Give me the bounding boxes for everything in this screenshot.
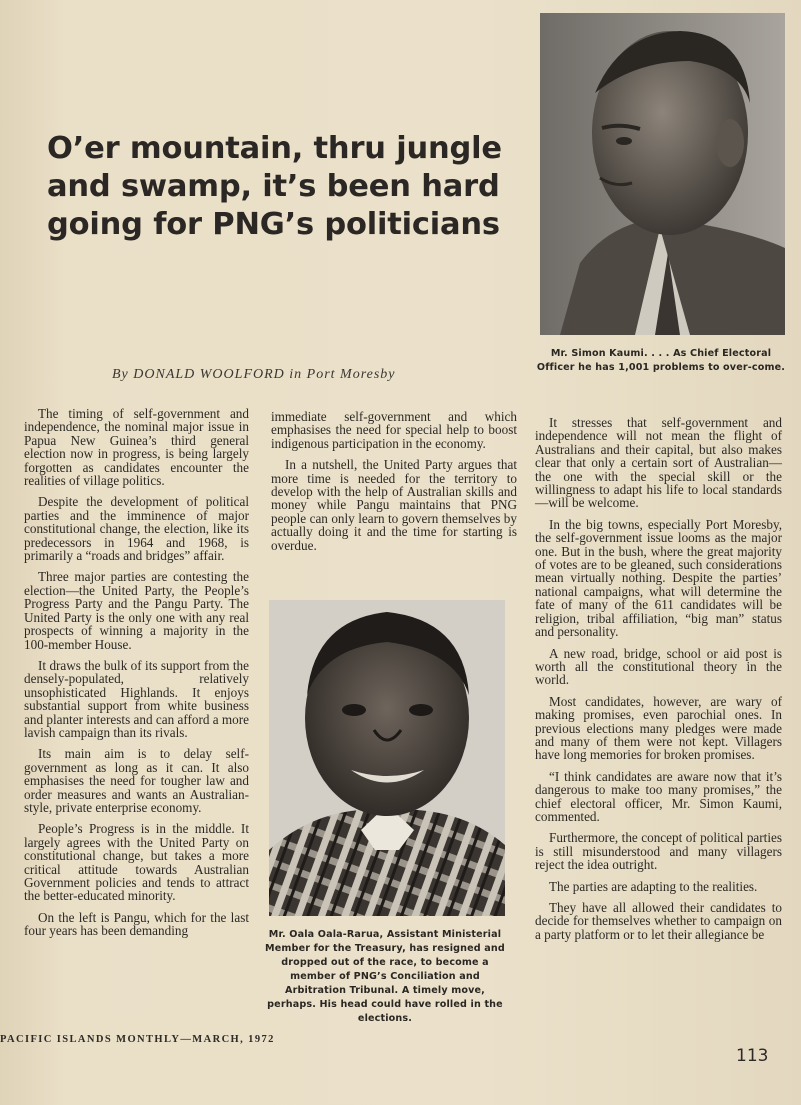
paragraph: The timing of self-government and independence, the nominal major issue in Papua New Guinea’s third general election now in progress, is being largely forgotten as candidates encounter the realities of village politics.	[24, 406, 249, 489]
paragraph: Despite the development of political parties and the imminence of major constitutional change, the election, like its predecessors in 1964 and 1968, is primarily a “roads and bridges” affair.	[24, 494, 249, 564]
caption-kaumi: Mr. Simon Kaumi. . . . As Chief Electoral Officer he has 1,001 problems to over-come.	[536, 348, 786, 373]
paragraph: In the big towns, especially Port Moresby, the self-government issue looms as the major one. But in the bush, where the great majority of votes are to be gleaned, such considerations mean virtually nothing. Despite the parties’ national campaigns, what will determine the fate of many of the 611 candidates will be religion, tribal affiliation, “big man” status and personality.	[535, 516, 782, 640]
article-column-1	[24, 407, 249, 938]
photo-simon-kaumi	[540, 13, 785, 335]
publication-footer: PACIFIC ISLANDS MONTHLY—MARCH, 1972	[0, 1034, 275, 1045]
paragraph: They have all allowed their candidates to decide for themselves whether to campaign on a party platform or to let their allegiance be	[535, 900, 782, 942]
paragraph: Furthermore, the concept of political parties is still misunderstood and many villagers reject the idea outright.	[535, 830, 782, 873]
page-number: 113	[736, 1046, 769, 1066]
paragraph: On the left is Pangu, which for the last four years has been demanding	[24, 909, 249, 939]
paragraph: The parties are adapting to the realities.	[549, 878, 758, 894]
paragraph: People’s Progress is in the middle. It largely agrees with the United Party on constitutional change, but takes a more critical attitude towards Australian Government policies and tends to attract the better-educated minority.	[24, 821, 249, 904]
paragraph: immediate self-government and which emphasises the need for special help to boost indigenous participation in the economy.	[271, 409, 517, 451]
paragraph: It draws the bulk of its support from the densely-populated, relatively unsophisticated Highlands. It enjoys substantial support from white business and planter interests and can afford a more lavish campaign than its rivals.	[24, 657, 249, 740]
portrait-oala-image	[269, 600, 505, 916]
paragraph: Three major parties are contesting the election—the United Party, the People’s Progress Party and the Pangu Party. The United Party is the only one with any real prospects of winning a majority in the 100-member House.	[24, 569, 249, 652]
article-column-3	[535, 416, 782, 941]
paragraph: Most candidates, however, are wary of making promises, even parochial ones. In previous elections many pledges were made and many of them were not kept. Villagers have long memories for broken promises.	[535, 693, 782, 763]
paragraph: In a nutshell, the United Party argues that more time is needed for the territory to develop with the help of Australian skills and money while Pangu maintains that PNG people can only learn to govern themselves by actually doing it and the time for starting is overdue.	[271, 457, 517, 553]
paragraph: A new road, bridge, school or aid post is worth all the constitutional theory in the world.	[535, 645, 782, 688]
caption-oala: Mr. Oala Oala-Rarua, Assistant Ministerial Member for the Treasury, has resigned and dropped out of the race, to become a member of PNG’s Conciliation and Arbitration Tribunal. A timely move, perhaps. His head could have rolled in the elections.	[265, 929, 505, 1024]
paragraph: It stresses that self-government and independence will not mean the flight of Australians and their capital, but also makes clear that only a certain sort of Australian—the one with the special skill or the willingness to adapt his life to local standards—will be welcome.	[535, 415, 782, 511]
article-column-2	[271, 410, 517, 552]
headline: O’er mountain, thru jungle and swamp, it’s been hard going for PNG’s politicians	[47, 131, 502, 242]
photo-oala-oala-rarua	[269, 600, 505, 916]
paragraph: “I think candidates are aware now that it’s dangerous to make too many promises,” the chief electoral officer, Mr. Simon Kaumi, commented.	[535, 768, 782, 824]
paragraph: Its main aim is to delay self-government as long as it can. It also emphasises the need for tougher law and order measures and wants an Australian-style, private enterprise economy.	[24, 746, 249, 815]
portrait-kaumi-image	[540, 13, 785, 335]
byline: By DONALD WOOLFORD in Port Moresby	[112, 367, 396, 382]
